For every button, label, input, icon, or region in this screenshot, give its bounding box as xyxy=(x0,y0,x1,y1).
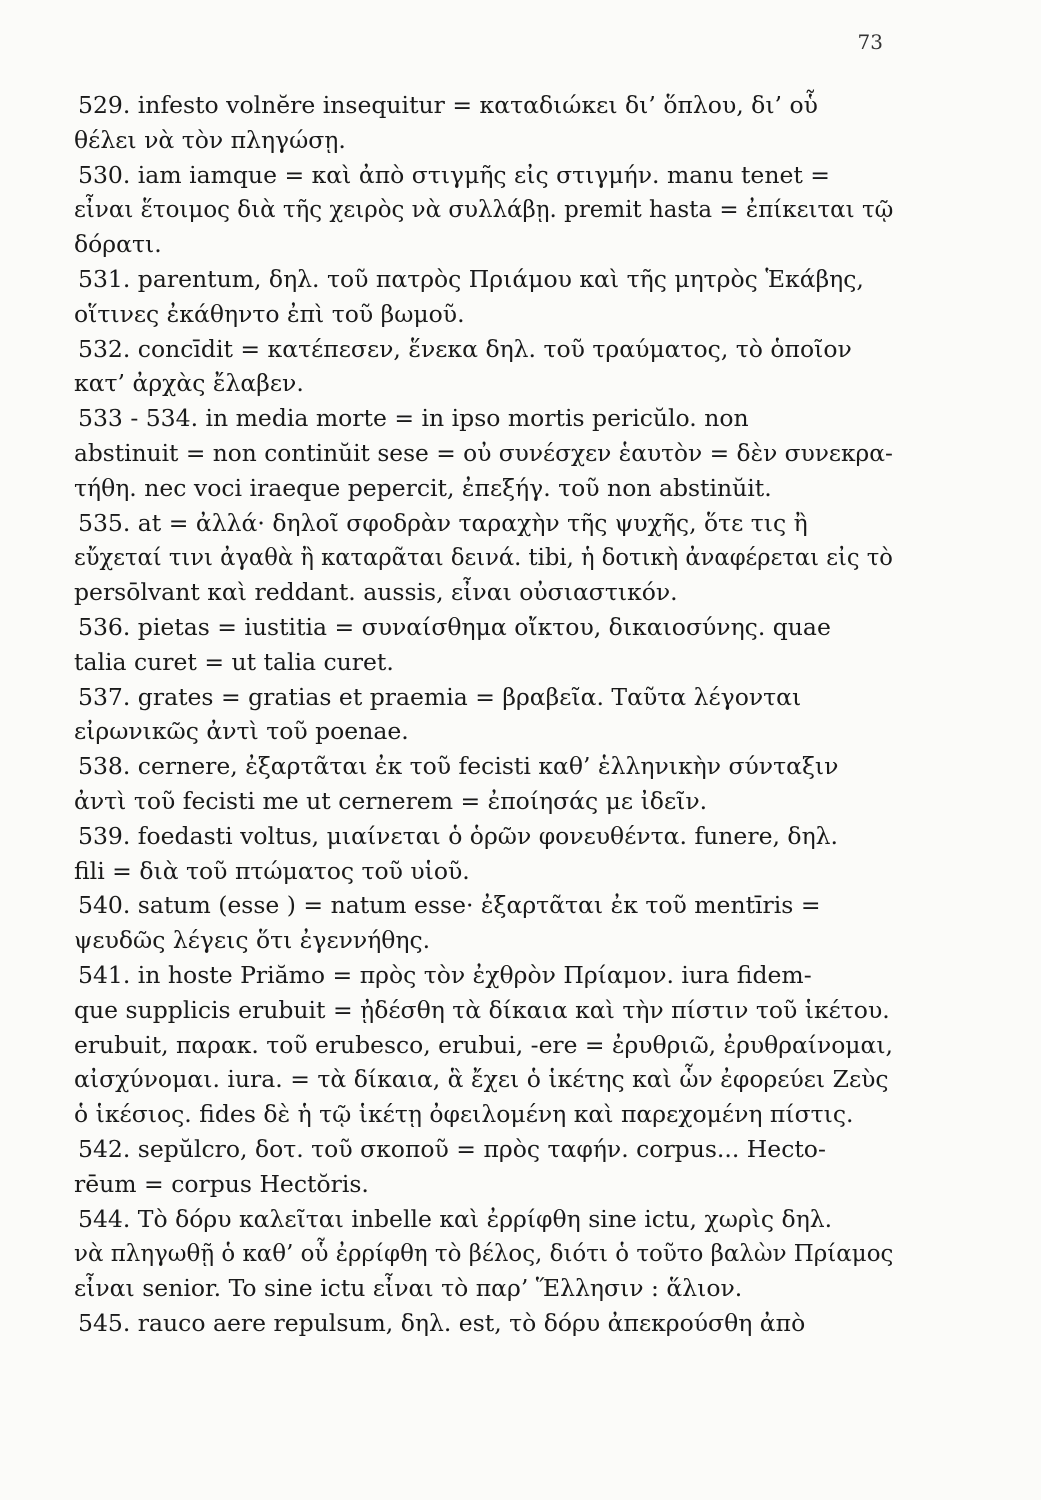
text-line: εἶναι senior. To sine ictu εἶναι τὸ παρ’ Ἕλλησιν : ἅλιον. xyxy=(74,1274,743,1303)
text-line: ἀντὶ τοῦ fecisti me ut cernerem = ἐποίησάς με ἰδεῖν. xyxy=(74,786,708,815)
commentary-paragraph xyxy=(74,1202,893,1306)
commentary-paragraph xyxy=(74,262,893,332)
text-line: 533 - 534. in media morte = in ipso mortis pericŭlo. non xyxy=(78,404,749,433)
commentary-paragraph xyxy=(74,610,893,680)
text-line: 530. iam iamque = καὶ ἀπὸ στιγμῆς εἰς στιγμήν. manu tenet = xyxy=(78,160,830,189)
text-line: οἵτινες ἐκάθηντο ἐπὶ τοῦ βωμοῦ. xyxy=(74,299,465,328)
commentary-paragraph xyxy=(74,332,893,402)
text-line: 536. pietas = iustitia = συναίσθημα οἴκτου, δικαιοσύνης. quae xyxy=(78,612,831,641)
text-line: persōlvant καὶ reddant. aussis, εἶναι οὐσιαστικόν. xyxy=(74,578,678,607)
text-line: ὁ ἱκέσιος. fides δὲ ἡ τῷ ἱκέτῃ ὀφειλομένη καὶ παρεχομένη πίστις. xyxy=(74,1100,854,1129)
text-line: 538. cernere, ἐξαρτᾶται ἐκ τοῦ fecisti καθ’ ἑλληνικὴν σύνταξιν xyxy=(78,752,839,781)
text-line: que supplicis erubuit = ᾐδέσθη τὰ δίκαια καὶ τὴν πίστιν τοῦ ἱκέτου. xyxy=(74,995,890,1024)
commentary-paragraph xyxy=(74,1306,893,1341)
text-line: fili = διὰ τοῦ πτώματος τοῦ υἱοῦ. xyxy=(74,856,470,885)
commentary-paragraph xyxy=(74,506,893,610)
text-line: θέλει νὰ τὸν πληγώσῃ. xyxy=(74,125,346,154)
text-line: ψευδῶς λέγεις ὅτι ἐγεννήθης. xyxy=(74,926,431,955)
commentary-paragraph xyxy=(74,401,893,505)
commentary-paragraph xyxy=(74,749,893,819)
text-line: erubuit, παρακ. τοῦ erubesco, erubui, -ere = ἐρυθριῶ, ἐρυθραίνομαι, xyxy=(74,1030,893,1059)
text-line: abstinuit = non continŭit sese = οὐ συνέσχεν ἑαυτὸν = δὲν συνεκρα- xyxy=(74,438,893,467)
commentary-paragraph xyxy=(74,158,893,262)
text-line: δόρατι. xyxy=(74,230,162,259)
text-line: 542. sepŭlcro, δοτ. τοῦ σκοποῦ = πρὸς ταφήν. corpus... Hecto- xyxy=(78,1134,826,1163)
commentary-text xyxy=(74,88,893,1341)
text-line: νὰ πληγωθῇ ὁ καθ’ οὗ ἐρρίφθη τὸ βέλος, διότι ὁ τοῦτο βαλὼν Πρίαμος xyxy=(74,1239,894,1268)
commentary-paragraph xyxy=(74,819,893,889)
text-line: 531. parentum, δηλ. τοῦ πατρὸς Πριάμου καὶ τῆς μητρὸς Ἑκάβης, xyxy=(78,264,864,293)
text-line: εἰρωνικῶς ἀντὶ τοῦ poenae. xyxy=(74,717,409,746)
text-line: τήθη. nec voci iraeque pepercit, ἐπεξήγ. τοῦ non abstinŭit. xyxy=(74,473,772,502)
text-line: 529. infesto volnĕre insequitur = καταδιώκει δι’ ὅπλου, δι’ οὗ xyxy=(78,91,818,119)
commentary-paragraph xyxy=(74,680,893,750)
text-line: 544. Τὸ δόρυ καλεῖται inbelle καὶ ἐρρίφθη sine ictu, χωρὶς δηλ. xyxy=(78,1204,833,1233)
text-line: αἰσχύνομαι. iura. = τὰ δίκαια, ἃ ἔχει ὁ ἱκέτης καὶ ὧν ἐφορεύει Ζεὺς xyxy=(74,1065,889,1094)
text-line: 532. concīdit = κατέπεσεν, ἕνεκα δηλ. τοῦ τραύματος, τὸ ὁποῖον xyxy=(78,334,852,363)
text-line: κατ’ ἀρχὰς ἔλαβεν. xyxy=(74,369,304,398)
commentary-paragraph xyxy=(74,1132,893,1202)
page-number: 73 xyxy=(857,30,883,54)
text-line: εἶναι ἕτοιμος διὰ τῆς χειρὸς νὰ συλλάβῃ. premit hasta = ἐπίκειται τῷ xyxy=(74,195,894,224)
text-line: 545. rauco aere repulsum, δηλ. est, τὸ δόρυ ἀπεκρούσθη ἀπὸ xyxy=(78,1308,806,1337)
text-line: 541. in hoste Priămo = πρὸς τὸν ἐχθρὸν Πρίαμον. iura fidem- xyxy=(78,960,812,989)
text-line: 535. at = ἀλλά· δηλοῖ σφοδρὰν ταραχὴν τῆς ψυχῆς, ὅτε τις ἢ xyxy=(78,508,808,537)
text-line: 540. satum (esse ) = natum esse· ἐξαρτᾶται ἐκ τοῦ mentīris = xyxy=(78,891,821,920)
commentary-paragraph xyxy=(74,888,893,958)
text-line: 539. foedasti voltus, μιαίνεται ὁ ὁρῶν φονευθέντα. funere, δηλ. xyxy=(78,821,839,850)
text-line: εὔχεταί τινι ἀγαθὰ ἢ καταρᾶται δεινά. tibi, ἡ δοτικὴ ἀναφέρεται εἰς τὸ xyxy=(74,543,893,572)
text-line: talia curet = ut talia curet. xyxy=(74,647,394,676)
commentary-paragraph xyxy=(74,958,893,1132)
text-line: rēum = corpus Hectŏris. xyxy=(74,1169,369,1198)
text-line: 537. grates = gratias et praemia = βραβεῖα. Ταῦτα λέγονται xyxy=(78,682,802,711)
commentary-paragraph xyxy=(74,88,893,158)
